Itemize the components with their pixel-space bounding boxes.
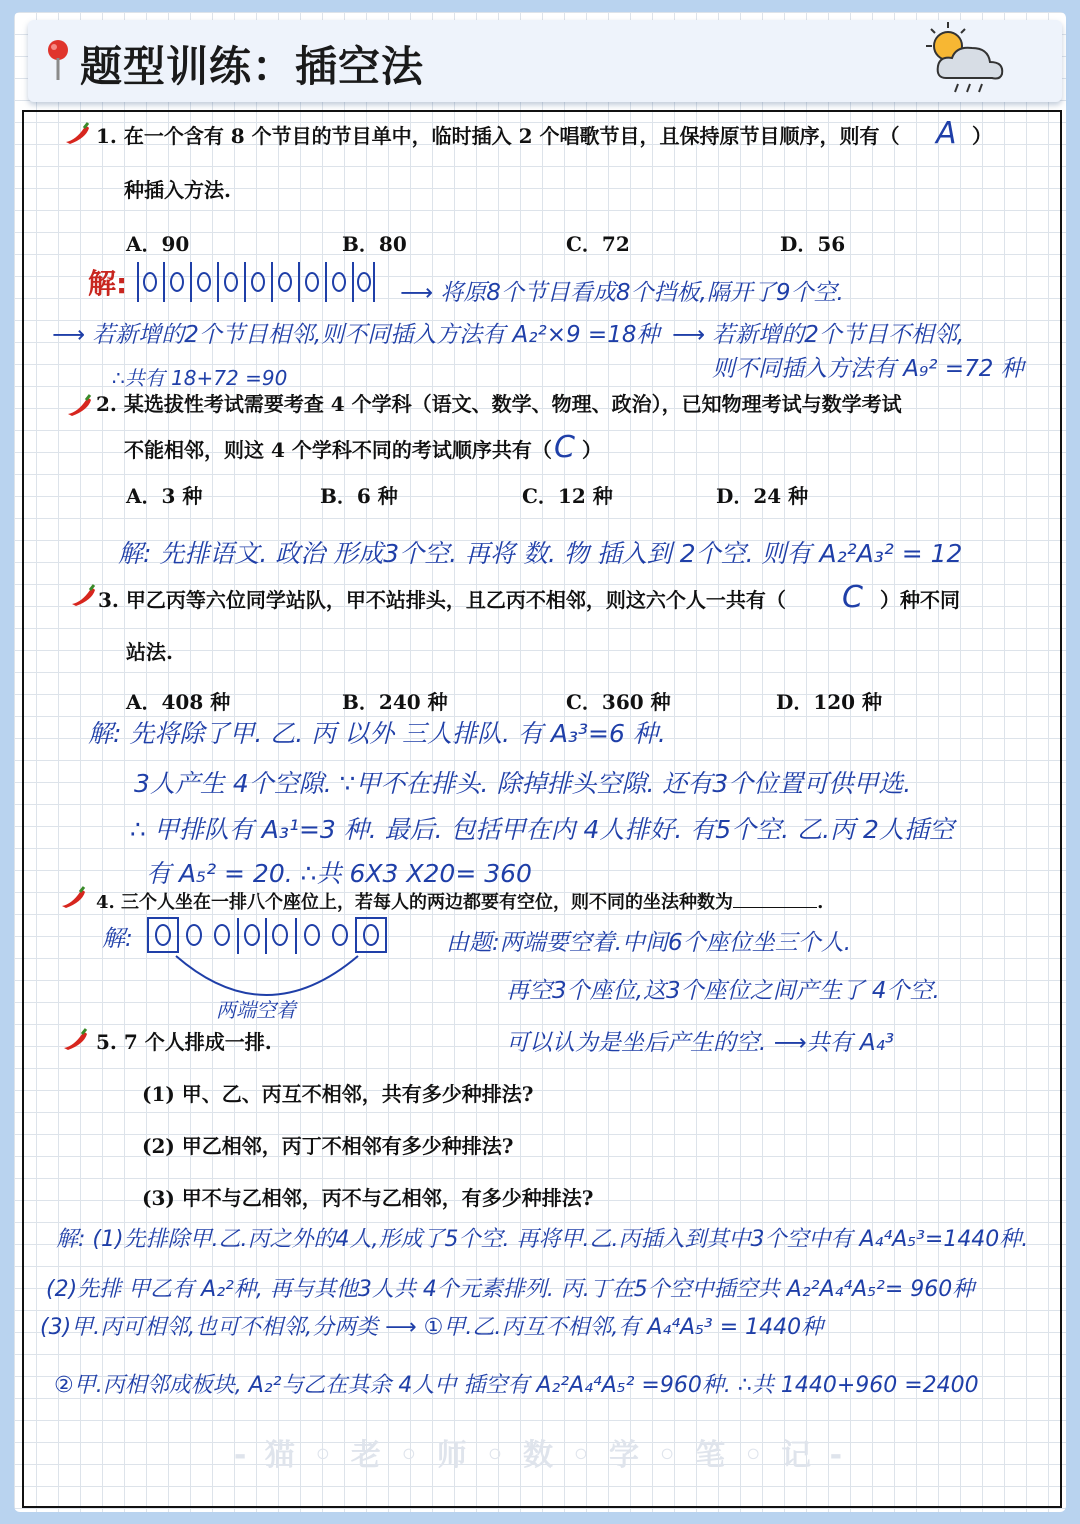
q1-option-d: D．56 xyxy=(780,232,846,256)
q5-solution-4: ②甲.丙相邻成板块, A₂²与乙在其余 4人中 插空有 A₂²A₄⁴A₅² =960种. ∴共 1440+960 =2400 xyxy=(54,1373,979,1398)
q3-option-d: D．120 种 xyxy=(776,690,883,714)
q4-seat-label: 两端空着 xyxy=(216,998,296,1022)
q1-answer: A xyxy=(936,116,957,151)
q4-answer-blank xyxy=(733,907,817,908)
chili-icon xyxy=(60,1028,90,1052)
q2-answer: C xyxy=(554,430,575,465)
q3-text-line1: 3. 甲乙丙等六位同学站队，甲不站排头，且乙丙不相邻，则这六个人一共有（ xyxy=(98,588,786,612)
q2-option-b: B．6 种 xyxy=(320,484,398,508)
chili-icon xyxy=(62,122,92,146)
q2-text-line2: 不能相邻，则这 4 个学科不同的考试顺序共有（ xyxy=(124,438,552,462)
q3-text-line1-end: ）种不同 xyxy=(880,588,960,612)
q3-option-c: C．360 种 xyxy=(566,690,671,714)
q5-solution-3: (3)甲.丙可相邻,也可不相邻,分两类 ⟶ ①甲.乙.丙互不相邻,有 A₄⁴A₅³ = 1440种 xyxy=(40,1315,824,1340)
q2-option-d: D．24 种 xyxy=(716,484,809,508)
q1-solution-adjacent: ⟶ 若新增的2个节目相邻,则不同插入方法有 A₂²×9 =18种 xyxy=(52,322,660,348)
q3-answer: C xyxy=(842,580,863,615)
q1-text-line1: 1. 在一个含有 8 个节目的节目单中，临时插入 2 个唱歌节目，且保持原节目顺序，则有（ xyxy=(96,124,900,148)
q3-text-line2: 站法. xyxy=(126,640,173,664)
q3-solution-line3: ∴ 甲排队有 A₃¹=3 种. 最后. 包括甲在内 4人排好. 有5个空. 乙.丙 2人插空 xyxy=(130,815,954,844)
q5-solution-1: 解: (1)先排除甲.乙.丙之外的4人,形成了5个空. 再将甲.乙.丙插入到其中3个空中有 A₄⁴A₅³=1440种. xyxy=(56,1227,1029,1252)
q3-solution-line4: 有 A₅² = 20. ∴共 6X3 X20= 360 xyxy=(146,859,532,888)
chili-icon xyxy=(64,394,94,418)
q4-solution-line3: 可以认为是坐后产生的空. ⟶共有 A₄³ xyxy=(506,1030,895,1056)
q2-text-line1: 2. 某选拔性考试需要考查 4 个学科（语文、数学、物理、政治），已知物理考试与数学考试 xyxy=(96,392,902,416)
chili-icon xyxy=(58,886,88,910)
q4-solution-line2: 再空3个座位,这3个座位之间产生了 4个空. xyxy=(506,978,940,1004)
q1-solution-nonadjacent: ⟶ 若新增的2个节目不相邻, xyxy=(672,322,965,348)
q4-text: 4. 三个人坐在一排八个座位上，若每人的两边都要有空位，则不同的坐法种数为 . xyxy=(96,892,824,913)
q5-part3: (3) 甲不与乙相邻，丙不与乙相邻，有多少种排法? xyxy=(142,1186,594,1210)
q3-option-b: B．240 种 xyxy=(342,690,448,714)
q1-solution-nonadjacent-count: 则不同插入方法有 A₉² =72 种 xyxy=(712,356,1024,382)
q3-solution-line2: 3人产生 4个空隙. ∵甲不在排头. 除掉排头空隙. 还有3个位置可供甲选. xyxy=(134,769,912,798)
page-title: 题型训练：插空法 xyxy=(80,42,425,91)
chili-icon xyxy=(68,584,98,608)
q1-divider-diagram xyxy=(134,260,378,304)
q1-option-a: A．90 xyxy=(126,232,190,256)
q1-option-b: B．80 xyxy=(342,232,407,256)
q3-option-a: A．408 种 xyxy=(126,690,231,714)
q1-option-c: C．72 xyxy=(566,232,630,256)
q1-text-line2: 种插入方法. xyxy=(124,178,231,202)
q2-option-c: C．12 种 xyxy=(522,484,613,508)
footer-watermark: - 猫 ◦ 老 ◦ 师 ◦ 数 ◦ 学 ◦ 笔 ◦ 记 - xyxy=(233,1438,847,1473)
q3-solution-line1: 解: 先将除了甲. 乙. 丙 以外 三人排队. 有 A₃³=6 种. xyxy=(88,719,666,748)
q2-paren-close: ） xyxy=(582,438,602,462)
q4-solution-line1: 由题:两端要空着.中间6个座位坐三个人. xyxy=(446,930,852,956)
q1-paren-close: ） xyxy=(972,124,992,148)
map-pin-icon xyxy=(44,38,72,82)
q1-jie-label: 解: xyxy=(88,267,128,300)
weather-sun-cloud-rain-icon xyxy=(918,18,1010,98)
q5-part2: (2) 甲乙相邻，丙丁不相邻有多少种排法? xyxy=(142,1134,514,1158)
q5-text: 5. 7 个人排成一排. xyxy=(96,1030,272,1054)
q5-part1: (1) 甲、乙、丙互不相邻，共有多少种排法? xyxy=(142,1082,534,1106)
q2-solution: 解: 先排语文. 政治 形成3个空. 再将 数. 物 插入到 2个空. 则有 A₂²A₃² = 12 xyxy=(118,539,963,568)
q1-solution-arrow: ⟶ 将原8个节目看成8个挡板,隔开了9个空. xyxy=(400,280,844,306)
q5-solution-2: (2)先排 甲乙有 A₂²种, 再与其他3人共 4个元素排列. 丙.丁在5个空中插空共 A₂²A₄⁴A₅²= 960种 xyxy=(46,1277,975,1302)
q2-option-a: A．3 种 xyxy=(126,484,203,508)
q4-jie-label: 解: xyxy=(102,926,133,952)
q1-solution-total: ∴共有 18+72 =90 xyxy=(112,366,288,390)
